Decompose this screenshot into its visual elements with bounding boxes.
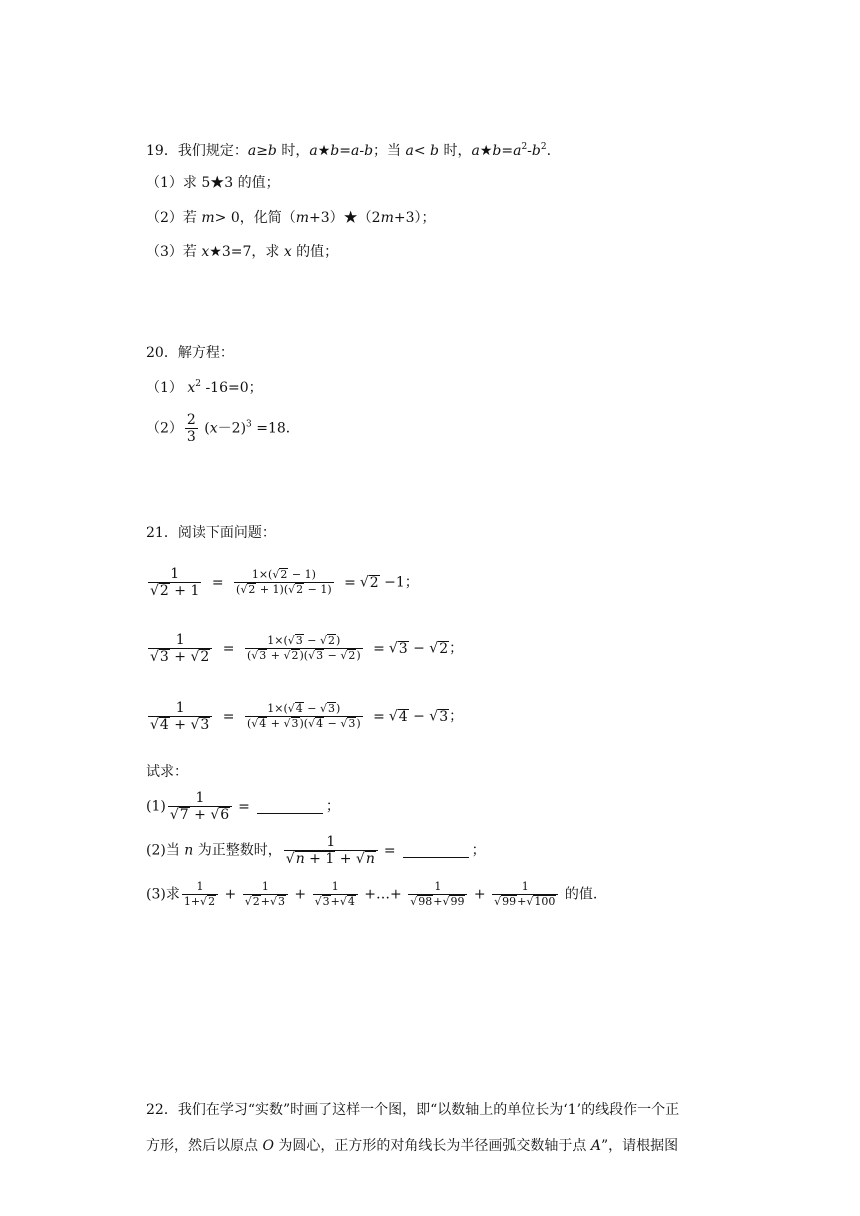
q20-stem: 20．解方程：: [146, 345, 234, 361]
q19-part3: （3）若 x★3=7，求 x 的值；: [146, 244, 339, 260]
q20-part2-prefix: （2）: [146, 420, 183, 437]
q21-part2: (2)当 n 为正整数时， $\frac{1}{√n + 1 + √n}$ = ；: [146, 834, 486, 867]
q21-example-1: $\frac{1}{√2 + 1}$ = $\frac{1\times(√2 - 1)}{(√2 + 1)(√2 - 1)}$ = √2 −1；: [150, 566, 419, 599]
q21-trial-label: 试求：: [146, 764, 188, 780]
q21-part1: (1) $\frac{1}{√7 + √6}$ = ；: [146, 790, 340, 823]
answer-blank-1: [257, 801, 323, 814]
q21-example-2: $\frac{1}{√3 + √2}$ = $\frac{1\times(√3 - √2)}{(√3 + √2)(√3 - √2)}$ = √3 − √2；: [150, 632, 464, 665]
q19-part1: （1）求 5★3 的值；: [146, 175, 280, 191]
q22-text: 22．我们在学习“实数”时画了这样一个图，即“以数轴上的单位长为‘1’的线段作一个正 方形，然后以原点 O 为圆心，正方形的对角线长为半径画弧交数轴于点 A”，请根据图: [146, 1102, 680, 1154]
q19-part2: （2）若 m> 0，化简（m+3）★（2m+3）；: [146, 210, 436, 226]
q19-stem: 19．我们规定：a≥b 时，a★b=a-b；当 a< b 时，$a★b=a^2-b^2$.: [146, 142, 552, 159]
answer-blank-2: [403, 845, 469, 858]
q21-example-3: $\frac{1}{√4 + √3}$ = $\frac{1\times(√4 - √3)}{(√4 + √3)(√4 - √3)}$ = √4 − √3；: [150, 700, 464, 733]
q20-part1: （1） $x^2$ -16=0；: [146, 379, 263, 396]
q20-part2: （2） $\frac{2}{3}$ $(x-2)^3 =18$．: [146, 412, 300, 445]
q21-part3: (3)求 $\frac{1}{1+√2}$ + $\frac{1}{√2+√3}$ + $\frac{1}{√3+√4}$ +…+ $\frac{1}{√98+√99}$ + $\frac{1}{√99+√100}$ 的值.: [146, 880, 598, 908]
q21-stem: 21．阅读下面问题：: [146, 525, 276, 541]
fraction-2-3: $\frac{2}{3}$: [186, 412, 196, 445]
